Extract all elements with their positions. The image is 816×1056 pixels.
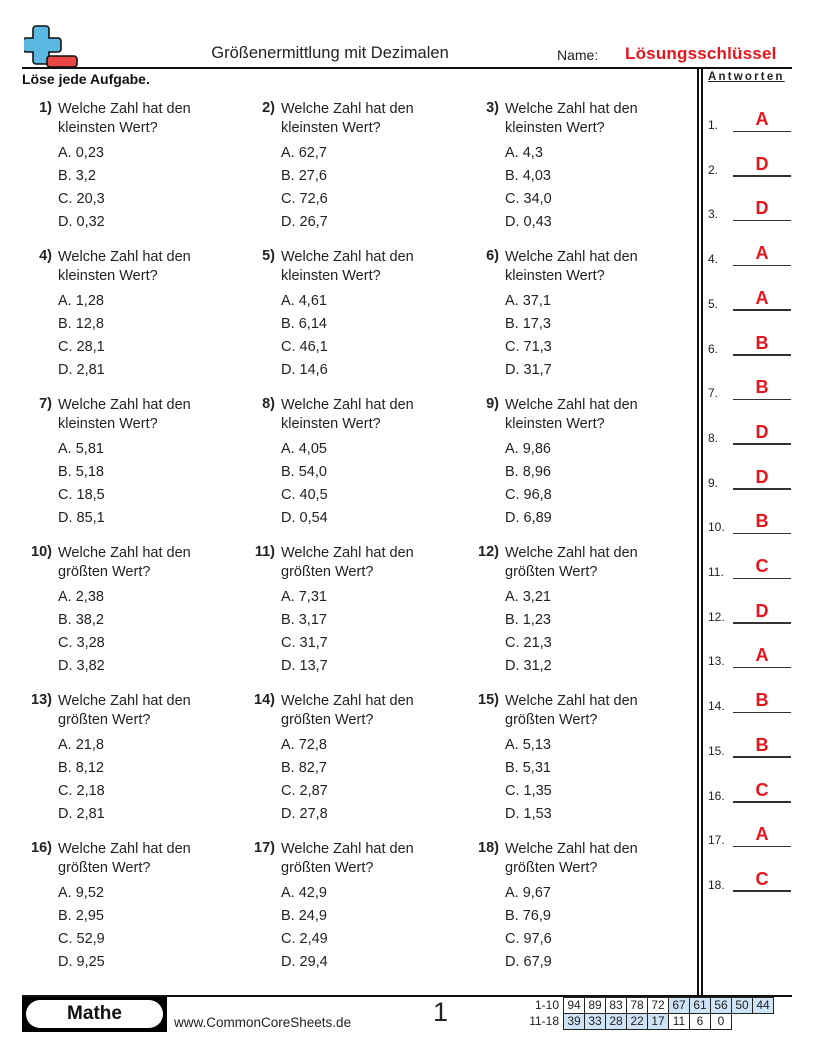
answer-option: D. 85,1 bbox=[58, 510, 105, 526]
answer-option: A. 2,38 bbox=[58, 589, 104, 605]
answer-option: A. 3,21 bbox=[505, 589, 551, 605]
column-divider bbox=[701, 67, 703, 997]
answer-letter: A bbox=[755, 824, 769, 845]
answer-option: A. 72,8 bbox=[281, 737, 327, 753]
answer-letter: A bbox=[755, 109, 769, 129]
score-cell: 44 bbox=[753, 998, 774, 1014]
score-cell: 39 bbox=[564, 1014, 585, 1030]
question-number: 18) bbox=[478, 840, 499, 856]
score-cell: 22 bbox=[627, 1014, 648, 1030]
answer-option: A. 4,05 bbox=[281, 441, 327, 457]
answer-option: C. 97,6 bbox=[505, 931, 552, 947]
answer-option: C. 20,3 bbox=[58, 191, 105, 207]
answer-option: C. 72,6 bbox=[281, 191, 328, 207]
answer-letter: B bbox=[755, 332, 769, 353]
question-number: 2) bbox=[262, 100, 275, 116]
score-row bbox=[520, 998, 774, 1014]
answer-number: 16. bbox=[708, 788, 725, 803]
answer-option: C. 3,28 bbox=[58, 635, 105, 651]
answer-option: D. 0,54 bbox=[281, 510, 328, 526]
answer-option: C. 1,35 bbox=[505, 783, 552, 799]
answer-option: D. 0,43 bbox=[505, 214, 552, 230]
answer-option: B. 76,9 bbox=[505, 908, 551, 924]
answer-letter: C bbox=[755, 868, 769, 889]
answer-number: 1. bbox=[708, 118, 719, 132]
answer-option: A. 21,8 bbox=[58, 737, 104, 753]
score-cell: 50 bbox=[732, 998, 753, 1014]
answer-row bbox=[708, 281, 798, 311]
score-cell: 83 bbox=[606, 998, 627, 1014]
question-number: 8) bbox=[262, 396, 275, 412]
answer-option: B. 82,7 bbox=[281, 760, 327, 776]
answer-line bbox=[733, 354, 791, 356]
answer-option: D. 13,7 bbox=[281, 658, 328, 674]
score-cell: 94 bbox=[564, 998, 585, 1014]
answer-letter: A bbox=[755, 287, 769, 308]
answer-line bbox=[733, 488, 791, 490]
subject-badge bbox=[22, 997, 167, 1032]
question-number: 3) bbox=[486, 100, 499, 116]
question-text: Welche Zahl hat den größten Wert? bbox=[281, 693, 414, 728]
answer-letter: B bbox=[755, 511, 769, 532]
answer-option: B. 5,18 bbox=[58, 464, 104, 480]
answer-letter: B bbox=[755, 377, 769, 398]
answer-option: B. 4,03 bbox=[505, 168, 551, 184]
answer-option: B. 24,9 bbox=[281, 908, 327, 924]
score-cell: 28 bbox=[606, 1014, 627, 1030]
answer-line bbox=[733, 265, 791, 267]
question-text: Welche Zahl hat den kleinsten Wert? bbox=[505, 397, 638, 432]
answer-letter: D bbox=[755, 153, 769, 174]
score-cell: 0 bbox=[711, 1014, 732, 1030]
answer-line bbox=[733, 756, 791, 758]
answer-letter: D bbox=[755, 421, 769, 442]
answer-option: C. 34,0 bbox=[505, 191, 552, 207]
question-text: Welche Zahl hat den kleinsten Wert? bbox=[281, 397, 414, 432]
answer-row bbox=[708, 326, 798, 356]
question-number: 14) bbox=[254, 692, 275, 708]
answer-option: C. 2,87 bbox=[281, 783, 328, 799]
answer-line bbox=[733, 667, 791, 669]
answer-option: C. 31,7 bbox=[281, 635, 328, 651]
answer-option: D. 2,81 bbox=[58, 362, 105, 378]
question-text: Welche Zahl hat den größten Wert? bbox=[58, 841, 191, 876]
question-text: Welche Zahl hat den größten Wert? bbox=[281, 841, 414, 876]
question-text: Welche Zahl hat den größten Wert? bbox=[58, 693, 191, 728]
answer-letter: B bbox=[755, 734, 769, 755]
score-cell: 78 bbox=[627, 998, 648, 1014]
question-text: Welche Zahl hat den größten Wert? bbox=[281, 545, 414, 580]
answer-number: 9. bbox=[708, 475, 719, 490]
answer-line bbox=[733, 533, 791, 535]
answer-number: 14. bbox=[708, 699, 725, 714]
answer-line bbox=[733, 712, 791, 714]
answer-option: C. 28,1 bbox=[58, 339, 105, 355]
answer-row bbox=[708, 415, 798, 445]
answer-option: D. 1,53 bbox=[505, 806, 552, 822]
question-number: 10) bbox=[31, 544, 52, 560]
question-number: 6) bbox=[486, 248, 499, 264]
answer-option: A. 9,52 bbox=[58, 885, 104, 901]
question-text: Welche Zahl hat den größten Wert? bbox=[505, 693, 638, 728]
header-divider bbox=[22, 67, 792, 69]
answer-option: D. 3,82 bbox=[58, 658, 105, 674]
score-cell: 33 bbox=[585, 1014, 606, 1030]
answer-option: A. 0,23 bbox=[58, 145, 104, 161]
question-text: Welche Zahl hat den größten Wert? bbox=[58, 545, 191, 580]
answer-option: B. 54,0 bbox=[281, 464, 327, 480]
answer-row bbox=[708, 638, 798, 668]
answer-option: B. 1,23 bbox=[505, 612, 551, 628]
answer-row bbox=[708, 504, 798, 534]
answer-letter: A bbox=[755, 243, 769, 264]
answer-letter: D bbox=[755, 198, 769, 219]
answer-option: A. 5,13 bbox=[505, 737, 551, 753]
answer-option: B. 5,31 bbox=[505, 760, 551, 776]
answer-row bbox=[708, 683, 798, 713]
answer-option: D. 29,4 bbox=[281, 954, 328, 970]
name-value: Lösungsschlüssel bbox=[625, 44, 777, 63]
answer-option: C. 21,3 bbox=[505, 635, 552, 651]
answer-row bbox=[708, 147, 798, 177]
answer-option: D. 0,32 bbox=[58, 214, 105, 230]
score-cell: 61 bbox=[690, 998, 711, 1014]
answer-line bbox=[733, 622, 791, 624]
answer-line bbox=[733, 801, 791, 803]
answer-number: 15. bbox=[708, 743, 725, 758]
answer-number: 13. bbox=[708, 654, 725, 669]
question-number: 15) bbox=[478, 692, 499, 708]
answer-letter: D bbox=[755, 466, 769, 487]
answer-option: D. 2,81 bbox=[58, 806, 105, 822]
answer-number: 18. bbox=[708, 877, 725, 892]
instructions: Löse jede Aufgabe. bbox=[22, 71, 150, 87]
answer-option: A. 5,81 bbox=[58, 441, 104, 457]
answer-row bbox=[708, 594, 798, 624]
score-cell: 56 bbox=[711, 998, 732, 1014]
answer-number: 4. bbox=[708, 252, 719, 267]
answer-line bbox=[733, 131, 791, 133]
question-number: 7) bbox=[39, 396, 52, 412]
site-link[interactable]: www.CommonCoreSheets.de bbox=[174, 1015, 352, 1030]
answer-line bbox=[733, 846, 791, 848]
answer-option: D. 14,6 bbox=[281, 362, 328, 378]
answer-option: A. 37,1 bbox=[505, 293, 551, 309]
answer-option: C. 2,18 bbox=[58, 783, 105, 799]
score-cell: 6 bbox=[690, 1014, 711, 1030]
answer-option: B. 2,95 bbox=[58, 908, 104, 924]
answer-option: B. 3,2 bbox=[58, 168, 96, 184]
answer-number: 5. bbox=[708, 296, 719, 311]
answer-option: A. 42,9 bbox=[281, 885, 327, 901]
answer-row bbox=[708, 773, 798, 803]
answer-option: B. 8,96 bbox=[505, 464, 551, 480]
score-cell: 89 bbox=[585, 998, 606, 1014]
answer-option: C. 18,5 bbox=[58, 487, 105, 503]
answer-row bbox=[708, 236, 798, 266]
answer-number: 12. bbox=[708, 609, 725, 624]
answer-number: 8. bbox=[708, 430, 719, 445]
answer-letter: B bbox=[755, 690, 769, 711]
question-number: 5) bbox=[262, 248, 275, 264]
answer-option: C. 40,5 bbox=[281, 487, 328, 503]
question-text: Welche Zahl hat den kleinsten Wert? bbox=[58, 249, 191, 284]
answer-option: B. 6,14 bbox=[281, 316, 327, 332]
answer-letter: D bbox=[755, 600, 769, 621]
answer-option: D. 9,25 bbox=[58, 954, 105, 970]
answer-option: D. 31,2 bbox=[505, 658, 552, 674]
answer-option: A. 62,7 bbox=[281, 145, 327, 161]
subject-label: Mathe bbox=[26, 1000, 163, 1028]
answer-number: 10. bbox=[708, 520, 725, 535]
answers-heading: Antworten bbox=[708, 71, 785, 83]
answer-option: A. 1,28 bbox=[58, 293, 104, 309]
answer-line bbox=[733, 309, 791, 311]
question-text: Welche Zahl hat den kleinsten Wert? bbox=[281, 101, 414, 136]
answer-option: B. 17,3 bbox=[505, 316, 551, 332]
question-number: 9) bbox=[486, 396, 499, 412]
answer-option: A. 7,31 bbox=[281, 589, 327, 605]
question-text: Welche Zahl hat den kleinsten Wert? bbox=[58, 397, 191, 432]
answer-row bbox=[708, 728, 798, 758]
score-row bbox=[520, 1014, 774, 1030]
answer-row bbox=[708, 549, 798, 579]
answer-row bbox=[708, 460, 798, 490]
score-table bbox=[520, 997, 774, 1030]
answer-option: A. 4,61 bbox=[281, 293, 327, 309]
answer-option: C. 2,49 bbox=[281, 931, 328, 947]
answer-option: A. 4,3 bbox=[505, 145, 543, 161]
answer-number: 11. bbox=[708, 565, 724, 579]
question-text: Welche Zahl hat den kleinsten Wert? bbox=[58, 101, 191, 136]
score-cell: 17 bbox=[648, 1014, 669, 1030]
score-cell: 72 bbox=[648, 998, 669, 1014]
answer-line bbox=[733, 220, 791, 222]
answer-option: C. 46,1 bbox=[281, 339, 328, 355]
answer-option: D. 31,7 bbox=[505, 362, 552, 378]
question-text: Welche Zahl hat den größten Wert? bbox=[505, 841, 638, 876]
question-number: 17) bbox=[254, 840, 275, 856]
answer-number: 7. bbox=[708, 386, 719, 401]
score-row-label: 1-10 bbox=[534, 998, 559, 1012]
answer-row bbox=[708, 370, 798, 400]
answer-number: 6. bbox=[708, 341, 719, 356]
score-row-label: 11-18 bbox=[529, 1014, 559, 1028]
answer-number: 3. bbox=[708, 207, 719, 222]
name-label: Name: bbox=[557, 47, 599, 63]
answer-option: D. 27,8 bbox=[281, 806, 328, 822]
answer-option: B. 8,12 bbox=[58, 760, 104, 776]
answer-line bbox=[733, 399, 791, 401]
answer-option: C. 96,8 bbox=[505, 487, 552, 503]
question-text: Welche Zahl hat den kleinsten Wert? bbox=[505, 249, 638, 284]
answer-option: B. 3,17 bbox=[281, 612, 327, 628]
page-title: Größenermittlung mit Dezimalen bbox=[211, 44, 449, 62]
question-number: 16) bbox=[31, 840, 52, 856]
answer-option: D. 6,89 bbox=[505, 510, 552, 526]
answer-option: D. 26,7 bbox=[281, 214, 328, 230]
answer-option: B. 27,6 bbox=[281, 168, 327, 184]
score-cell: 67 bbox=[669, 998, 690, 1014]
question-number: 4) bbox=[39, 248, 52, 264]
answer-line bbox=[733, 443, 791, 445]
answer-option: B. 12,8 bbox=[58, 316, 104, 332]
answer-row bbox=[708, 191, 798, 221]
answer-number: 2. bbox=[708, 162, 719, 177]
page-number: 1 bbox=[433, 997, 449, 1027]
answer-option: C. 71,3 bbox=[505, 339, 552, 355]
answer-row bbox=[708, 862, 798, 892]
answer-row bbox=[708, 817, 798, 847]
question-text: Welche Zahl hat den kleinsten Wert? bbox=[505, 101, 638, 136]
answer-option: C. 52,9 bbox=[58, 931, 105, 947]
answer-line bbox=[733, 578, 791, 580]
answer-line bbox=[733, 175, 791, 177]
question-number: 11) bbox=[254, 544, 275, 560]
question-text: Welche Zahl hat den größten Wert? bbox=[505, 545, 638, 580]
answer-option: B. 38,2 bbox=[58, 612, 104, 628]
answer-line bbox=[733, 890, 791, 892]
question-text: Welche Zahl hat den kleinsten Wert? bbox=[281, 249, 414, 284]
answer-letter: C bbox=[755, 556, 769, 576]
answer-option: D. 67,9 bbox=[505, 954, 552, 970]
answer-letter: C bbox=[755, 779, 769, 800]
answer-number: 17. bbox=[708, 833, 725, 848]
answer-letter: A bbox=[755, 645, 769, 666]
answer-option: A. 9,67 bbox=[505, 885, 551, 901]
answer-row bbox=[708, 102, 798, 132]
answer-option: A. 9,86 bbox=[505, 441, 551, 457]
question-number: 13) bbox=[31, 692, 52, 708]
question-number: 1) bbox=[39, 100, 52, 116]
question-number: 12) bbox=[478, 544, 499, 560]
score-cell: 11 bbox=[669, 1014, 690, 1030]
column-divider bbox=[697, 67, 699, 997]
